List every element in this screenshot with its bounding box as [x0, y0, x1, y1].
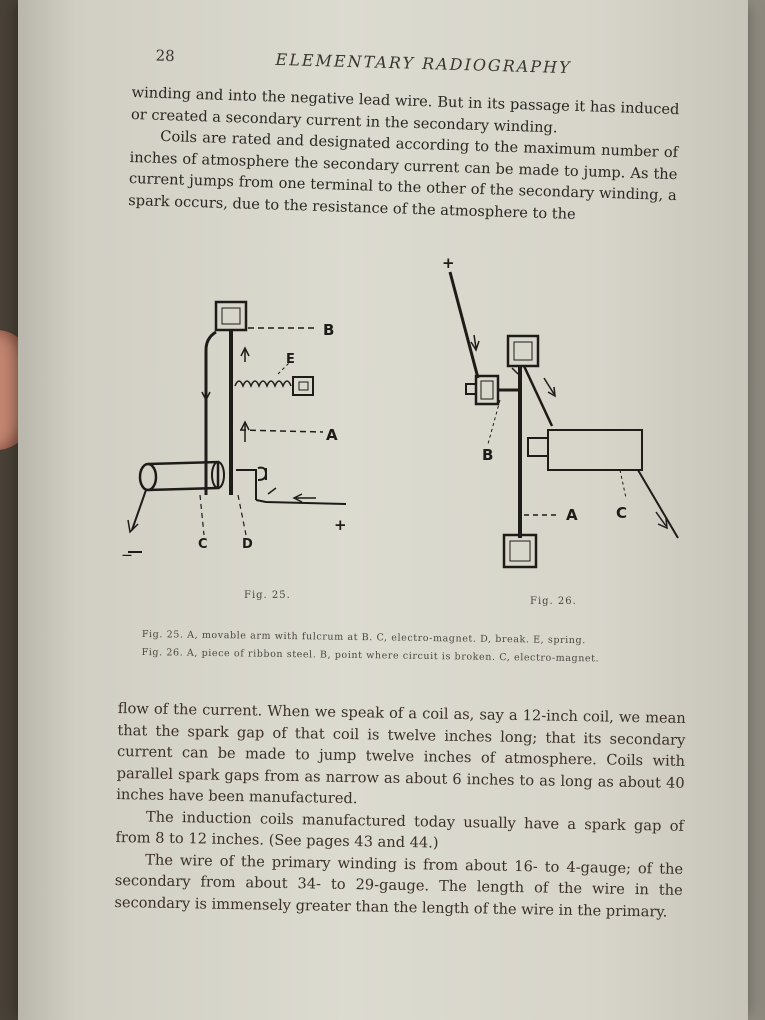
spring-coil [235, 381, 291, 386]
figure-26-label: Fig. 26. [530, 596, 577, 607]
label-b: B [323, 321, 335, 339]
paragraph: The wire of the primary winding is from about 16- to 4-gauge; of the secondary from about 34- to 29-gauge. The length of the wire in the secondary is immensely greater than the length of the wire in the primary. [114, 851, 684, 921]
break-contact [236, 470, 256, 500]
label-c: C [198, 537, 208, 552]
fulcrum-block [216, 302, 246, 330]
electromagnet [548, 430, 642, 470]
figure-25-label: Fig. 25. [244, 590, 291, 601]
page-number: 28 [155, 46, 175, 66]
running-header [137, 42, 698, 88]
figure-26-diagram [430, 250, 690, 580]
paragraph: Coils are rated and designated according to the maximum number of inches of atmosphere the secondary current can be made to jump. As the current jumps from one terminal to the other of the secondary winding, a spark occurs, due to the resistance of the atmosphere to the [128, 127, 679, 223]
top-text-block [128, 82, 680, 228]
caption-fig25: Fig. 25. A, movable arm with fulcrum at B. C, electro-magnet. D, break. E, spring. [141, 628, 586, 647]
label-minus: — [122, 550, 132, 561]
paragraph: The induction coils manufactured today usually have a spark gap of from 8 to 12 inches. (See pages 43 and 44.) [115, 808, 685, 852]
label-c: C [616, 504, 628, 522]
paragraph: winding and into the negative lead wire. But in its passage it has induced or created a secondary current in the secondary winding. [130, 83, 680, 136]
label-plus: + [442, 254, 455, 272]
caption-fig26: Fig. 26. A, piece of ribbon steel. B, point where circuit is broken. C, electro-magnet. [141, 646, 600, 665]
paragraph: flow of the current. When we speak of a coil as, say a 12-inch coil, we mean that the spark gap of that coil is twelve inches long; that its secondary current can be made to jump twelve inches of atmosphere. Coils with parallel spark gaps from as narrow as about 6 inches to as long as about 40 inches have been manufactured. [116, 699, 686, 808]
spring-anchor [293, 377, 313, 395]
label-plus: + [334, 516, 347, 534]
label-d: D [242, 537, 253, 552]
figure-25-diagram [118, 290, 378, 570]
label-a: A [326, 426, 338, 444]
label-e: E [286, 352, 295, 367]
lower-block [504, 535, 536, 567]
contact-block [476, 376, 498, 404]
bottom-text-block [114, 698, 686, 923]
running-title: ELEMENTARY RADIOGRAPHY [275, 49, 572, 78]
upper-block [508, 336, 538, 366]
label-a: A [566, 506, 578, 524]
movable-arm [206, 332, 216, 495]
label-b: B [482, 446, 494, 464]
